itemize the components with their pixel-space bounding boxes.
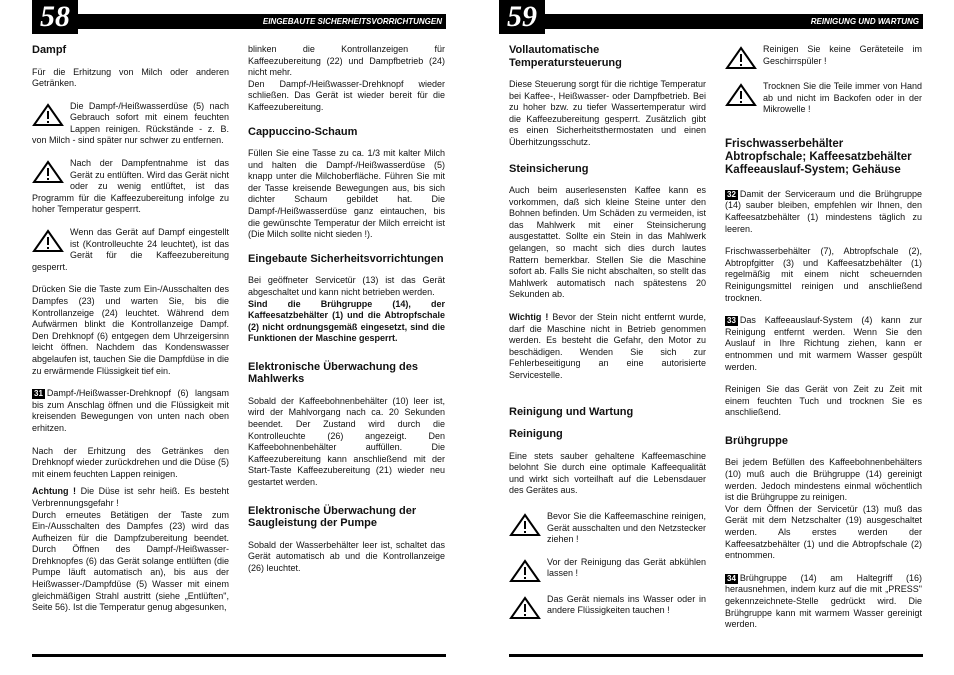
warning-icon	[725, 46, 757, 70]
warning-note: Trocknen Sie die Teile immer von Hand ab und nicht im Backofen oder in der Mikrowelle !	[725, 81, 922, 116]
warning-note: Nach der Dampfentnahme ist das Gerät zu entlüften. Wird das Gerät nicht oder zu wenig entlüftet, ist das Programm für die Kaffeezubereitung infolge zu hoher Temperatur gesperrt.	[32, 158, 229, 215]
paragraph: Auch beim auserlesensten Kaffee kann es vorkommen, daß sich kleine Steine unter den Bohnen befinden. Um Schäden zu vermeiden, ist das Mahlwerk mit einer Steinsicherung ausgestattet. Sollte ein Stein in das Mahlwerk gelangen, so macht sich dies durch lautes Rattern bemerkbar. Stellen Sie die Maschine sofort ab. Falls Sie nicht abschalten, so stellt das Mahlwerk automatisch nach spätestens 20 Sekunden ab.	[509, 185, 706, 300]
warning-icon	[725, 83, 757, 107]
paragraph: Eine stets sauber gehaltene Kaffeemaschine belohnt Sie durch eine optimale Kaffeequalität und wirkt sich vorteilhaft auf die Lebensdauer des Gerätes aus.	[509, 450, 706, 496]
paragraph: Nach der Erhitzung des Getränkes den Drehknopf wieder zurückdrehen und die Düse (5) mit einem feuchten Lappen reinigen.	[32, 445, 229, 479]
section-title-dampf: Dampf	[32, 44, 67, 56]
right-column-2	[725, 44, 922, 642]
paragraph: Frischwasserbehälter (7), Abtropfschale (2), Abtropfgitter (3) und Kaffeesatzbehälter (1) regelmäßig mit einem nicht scheuernden Reinigungsmittel reinigen und anschließend trocknen.	[725, 246, 922, 303]
section-title-temperature: Vollautomatische Temperatursteuerung	[509, 44, 622, 69]
section-title-parts: Frischwasserbehälter Abtropfschale; Kaffeesatzbehälter Kaffeeauslauf-System; Gehäuse	[725, 137, 912, 176]
paragraph: Füllen Sie eine Tasse zu ca. 1/3 mit kalter Milch und halten die Dampf-/Heißwasserdüse (5) knapp unter die Milchoberfläche. Führen Sie mit der Tasse kreisende Bewegungen aus, bis sich dichter Schaum gebildet hat. Die Dampf-/Heißwasserdüse ganz eintauchen, bis die gewünschte Temperatur der Milch erreicht ist (Die Milch sollte nicht sieden !).	[248, 148, 445, 240]
paragraph: Bei jedem Befüllen des Kaffeebohnenbehälters (10) muß auch die Brühgruppe (14) gereinigt werden. Jedoch mindestens einmal wöchentlich ist die Brühgruppe zu reinigen.	[725, 457, 922, 503]
paragraph: Sobald der Kaffeebohnenbehälter (10) leer ist, wird der Mahlvorgang nach ca. 20 Sekunden beendet. Der Zustand wird durch die Kontrolleuchte (26) angezeigt. Den Kaffeebohnenbehälter auffüllen. Die Kaffeezubereitung kann anschließend mit der Start-Taste Kaffeezubereitung (21) wieder neu gestartet werden.	[248, 395, 445, 488]
page-number: 59	[499, 0, 545, 34]
section-title-mahlwerk: Elektronische Überwachung des Mahlwerks	[248, 360, 418, 386]
achtung-note: Achtung ! Die Düse ist sehr heiß. Es besteht Verbrennungsgefahr !	[32, 486, 229, 508]
section-title-brewing-unit: Brühgruppe	[725, 434, 788, 447]
paragraph: Den Dampf-/Heißwasser-Drehknopf wieder schließen. Das Gerät ist wieder bereit für die Kaffeezubereitung.	[248, 78, 445, 112]
page-number: 58	[32, 0, 78, 34]
step-number: 33	[727, 316, 736, 326]
warning-icon	[509, 559, 541, 583]
wichtig-note: Wichtig ! Bevor der Stein nicht entfernt wurde, darf die Maschine nicht in Betrieb genommen werden. Es besteht die Gefahr, den Motor zu beschädigen. Wenden Sie sich zur Fehlerbeseitigung an eine autorisierte Servicestelle.	[509, 312, 706, 380]
section-title-cleaning: Reinigung	[509, 428, 563, 441]
paragraph: Bei geöffneter Servicetür (13) ist das Gerät abgeschaltet und kann nicht betrieben werden.	[248, 275, 445, 297]
paragraph: blinken die Kontrollanzeigen für Kaffeezubereitung (22) und Dampfbetrieb (24) nicht mehr.	[248, 44, 445, 78]
warning-note: Das Gerät niemals ins Wasser oder in andere Flüssigkeiten tauchen !	[509, 594, 706, 620]
numbered-step: 32 Damit der Serviceraum und die Brühgruppe (14) sauber bleiben, empfehlen wir Ihnen, den Kaffeesatzbehälter (1) mindestens täglich zu leeren.	[725, 188, 922, 234]
warning-note: Wenn das Gerät auf Dampf eingestellt ist (Kontrolleuchte 24 leuchtet), ist das Gerät für die Kaffeezubereitung gesperrt.	[32, 227, 229, 272]
warning-note: Die Dampf-/Heißwasserdüse (5) nach Gebrauch sofort mit einem feuchten Lappen reinigen. Rückstände - z. B. von Milch - sind später nur schwer zu entfernen.	[32, 100, 229, 146]
step-number: 31	[34, 389, 43, 399]
warning-icon	[509, 596, 541, 620]
numbered-step: 31 Dampf-/Heißwasser-Drehknopf (6) langsam bis zum Anschlag öffnen und die Flüssigkeit mit kreisenden Bewegungen von unten nach oben erhitzen.	[32, 388, 229, 433]
step-number: 34	[727, 573, 736, 583]
section-title-safety: Eingebaute Sicherheitsvorrichtungen	[248, 252, 444, 265]
page-header: EINGEBAUTE SICHERHEITSVORRICHTUNGEN	[78, 14, 446, 29]
bottom-rule	[509, 654, 923, 657]
warning-note: Bevor Sie die Kaffeemaschine reinigen, Gerät ausschalten und den Netzstecker ziehen !	[509, 511, 706, 546]
right-page	[477, 0, 954, 675]
paragraph: Vor dem Öffnen der Servicetür (13) muß das Gerät mit dem Netzschalter (19) ausgeschaltet werden. Als erstes werden der Kaffeesatzbehälter (1) und die Abtropfschale (2) entnommen.	[725, 503, 922, 561]
warning-icon	[32, 103, 64, 127]
paragraph-bold: Sind die Brühgruppe (14), der Kaffeesatzbehälter (1) und die Abtropfschale (2) nicht ordnungsgemäß eingesetzt, sind die Funktionen der Maschine gesperrt.	[248, 298, 445, 344]
left-column-2	[248, 44, 445, 585]
warning-note: Reinigen Sie keine Geräteteile im Geschirrspüler !	[725, 44, 922, 70]
bottom-rule	[32, 654, 446, 657]
page-header: REINIGUNG UND WARTUNG	[545, 14, 923, 29]
right-column-1	[509, 44, 706, 631]
left-column-1	[32, 44, 229, 625]
paragraph: Für die Erhitzung von Milch oder anderen Getränken.	[32, 66, 229, 89]
step-number: 32	[727, 189, 736, 199]
paragraph: Durch erneutes Betätigen der Taste zum Ein-/Ausschalten des Dampfes (23) wird das Aufheizen für die Dampfzubereitung beendet. Durch Öffnen des Dampf-/Heißwasser-Drehknopfes (6) das Gerät solange entlüften (die Pumpe läuft automatisch an), bis aus der Heißwasser-/Dampfdüse (5) Wasser mit einem gleichmäßigen Strahl austritt (siehe „Entlüften", Seite 56). Ist die Temperatur genug abgesunken,	[32, 509, 229, 613]
section-title-pumpe: Elektronische Überwachung der Saugleistung der Pumpe	[248, 504, 417, 530]
section-title-cappuccino: Cappuccino-Schaum	[248, 125, 358, 138]
numbered-step: 34 Brühgruppe (14) am Haltegriff (16) herausnehmen, indem kurz auf die mit „PRESS" gekennzeichnete-Stelle gedrückt wird. Die Brühgruppe kann mit warmem Wasser gereinigt werden.	[725, 572, 922, 630]
paragraph: Drücken Sie die Taste zum Ein-/Ausschalten des Dampfes (23) und warten Sie, bis die Kontrollanzeige (24) leuchtet. Während dem Aufwärmen blinkt die Kontrollanzeige Dampf. Den Drehknopf (6) entgegen dem Uhrzeigersinn leicht öffnen. Nachdem das Kondenswasser abgelaufen ist, tauchen Sie die Dampfdüse in die zu erwärmende Flüssigkeit tief ein.	[32, 284, 229, 376]
paragraph: Sobald der Wasserbehälter leer ist, schaltet das Gerät automatisch ab und die Kontrollanzeige (26) leuchtet.	[248, 539, 445, 573]
warning-note: Vor der Reinigung das Gerät abkühlen lassen !	[509, 557, 706, 583]
warning-icon	[32, 229, 64, 253]
section-title-stone: Steinsicherung	[509, 162, 589, 175]
paragraph: Diese Steuerung sorgt für die richtige Temperatur bei Kaffee-, Heißwasser- oder Dampfbetrieb. Bei zu hoher bzw. zu tiefer Wassertemperatur wird die Kaffeezubereitung gesperrt. Zusätzlich gibt es einen Sicherheitsthermostaten und einen Überhitzungsschutz.	[509, 79, 706, 147]
warning-icon	[32, 160, 64, 184]
paragraph: Reinigen Sie das Gerät von Zeit zu Zeit mit einem feuchten Tuch und trocknen Sie es anschließend.	[725, 384, 922, 418]
numbered-step: 33 Das Kaffeeauslauf-System (4) kann zur Reinigung entfernt werden. Wenn Sie den Auslauf in Ihre Richtung ziehen, kann er entnommen und mit warmem Wasser gespült werden.	[725, 315, 922, 372]
warning-icon	[509, 513, 541, 537]
section-title-cleaning-maintenance: Reinigung und Wartung	[509, 405, 634, 418]
